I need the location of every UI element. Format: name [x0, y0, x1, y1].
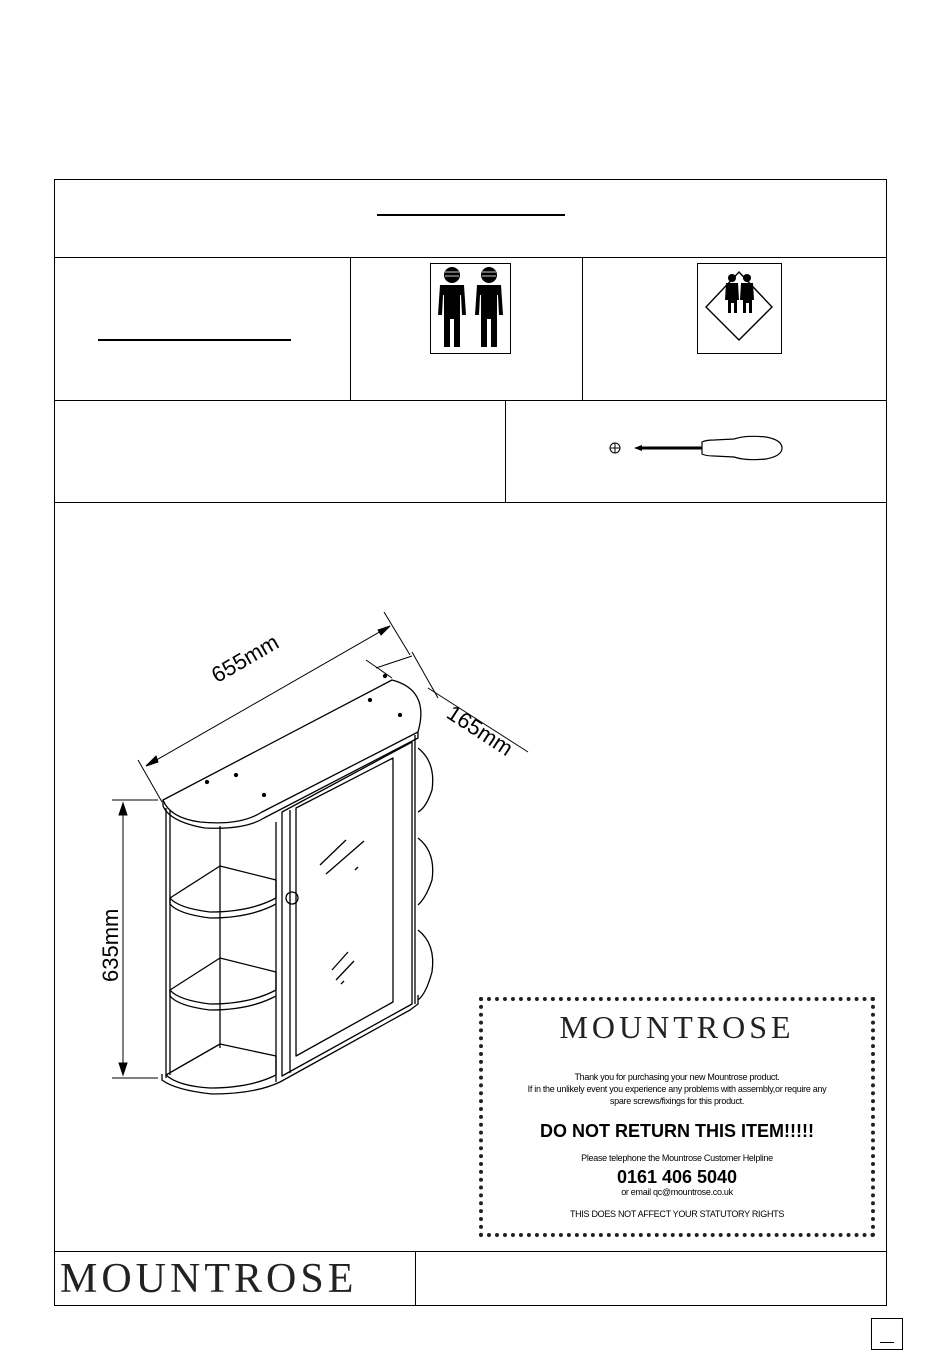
notice-helpline-text: Please telephone the Mountrose Customer Helpline — [581, 1153, 773, 1163]
footer-brand-text: MOUNTROSE — [60, 1256, 358, 1302]
footer-brand-logo — [60, 1254, 410, 1304]
page-number-placeholder — [880, 1342, 894, 1343]
customer-notice-box — [479, 997, 875, 1237]
column-divider-4 — [415, 1251, 416, 1306]
notice-rights-text: THIS DOES NOT AFFECT YOUR STATUTORY RIGHTS — [569, 1209, 785, 1219]
notice-problems-text: If in the unlikely event you experience any problems with assembly,or require any — [527, 1084, 827, 1094]
depth-dimension-label: 165mm — [442, 700, 518, 761]
notice-brand-text: MOUNTROSE — [559, 1009, 795, 1045]
notice-email-text: or email qc@mountrose.co.uk — [621, 1187, 733, 1197]
page-number-box — [871, 1318, 903, 1350]
two-person-warning-icon — [697, 263, 782, 354]
row-divider-2 — [54, 400, 887, 401]
notice-warning-text: DO NOT RETURN THIS ITEM!!!!! — [540, 1121, 814, 1141]
width-dimension-label: 655mm — [207, 629, 284, 688]
column-divider-3 — [505, 400, 506, 502]
phillips-screwdriver-icon — [606, 432, 786, 466]
title-underline — [377, 214, 565, 216]
row-divider-4 — [54, 1251, 887, 1252]
row-divider-3 — [54, 502, 887, 503]
notice-brand-logo — [483, 1009, 871, 1046]
notice-thanks-text: Thank you for purchasing your new Mountrose product. — [574, 1072, 780, 1082]
notice-phone-number: 0161 406 5040 — [616, 1167, 738, 1187]
column-divider-1 — [350, 257, 351, 400]
two-person-lift-icon — [430, 263, 511, 354]
cabinet-diagram — [95, 600, 545, 1100]
product-code-underline — [98, 339, 291, 341]
notice-spares-text: spare screws/fixings for this product. — [609, 1096, 745, 1106]
row-divider-1 — [54, 257, 887, 258]
column-divider-2 — [582, 257, 583, 400]
height-dimension-label: 635mm — [98, 908, 123, 982]
